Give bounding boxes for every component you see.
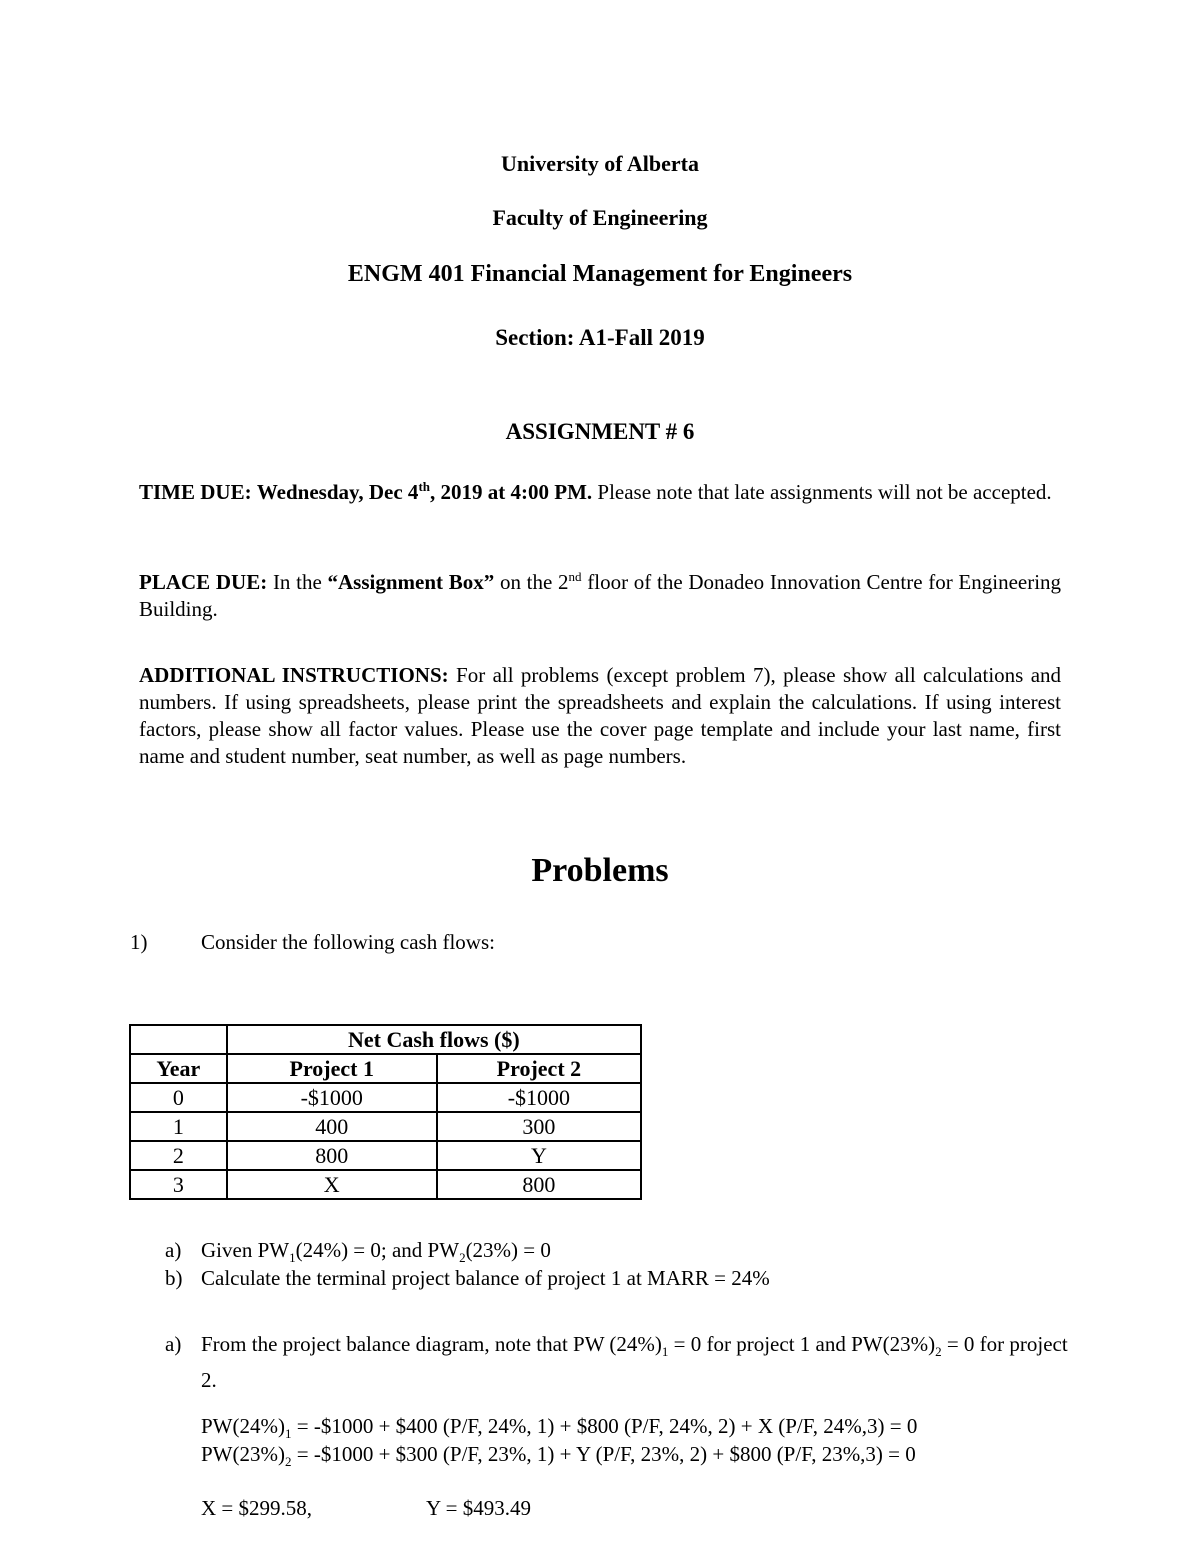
table-header-row <box>130 1054 641 1083</box>
faculty-name: Faculty of Engineering <box>492 205 708 230</box>
problem-1-number: 1) <box>130 930 148 954</box>
table-cell: 800 <box>437 1170 641 1199</box>
table-cell: 300 <box>437 1112 641 1141</box>
time-due-date-rest: , 2019 at 4:00 PM. <box>430 480 593 504</box>
equation-pw-23: $PW(23\%)_2$ = -$1000 + $300 (P/F, 23%, 1) + Y (P/F, 23%, 2) + $800 (P/F, 23%,3) = 0 <box>201 1442 916 1470</box>
place-due-text-a: In the <box>272 570 322 594</box>
table-cell: Y <box>437 1141 641 1170</box>
table-row <box>130 1083 641 1112</box>
table-corner-cell <box>130 1025 227 1054</box>
place-due-text-b: on the 2 <box>499 570 569 594</box>
additional-instructions-label: ADDITIONAL INSTRUCTIONS: <box>139 663 449 687</box>
place-due-paragraph <box>139 563 1061 623</box>
table-cell: X <box>227 1170 437 1199</box>
time-due-date-suffix: th <box>418 479 430 494</box>
table-cell: 2 <box>130 1141 227 1170</box>
result-x: X = $299.58, <box>201 1496 313 1520</box>
table-cell: 3 <box>130 1170 227 1199</box>
question-b-text: Calculate the terminal project balance of project 1 at MARR = 24% <box>201 1266 770 1290</box>
table-cell: -$1000 <box>227 1083 437 1112</box>
table-row <box>130 1170 641 1199</box>
net-cash-flows-header: Net Cash flows ($) <box>227 1025 641 1054</box>
time-due-date: Wednesday, Dec 4 <box>256 480 419 504</box>
answer-a-text: From the project balance diagram, note that PW $(24\%)_1 = 0$ for project 1 and $PW(23\%)_2 = 0$ for project 2. <box>201 1332 1068 1393</box>
place-due-label: PLACE DUE: <box>139 570 268 594</box>
assignment-title: ASSIGNMENT # 6 <box>505 419 695 444</box>
table-cell: 800 <box>227 1141 437 1170</box>
column-header-project-1: Project 1 <box>227 1054 437 1083</box>
university-name: University of Alberta <box>501 151 699 176</box>
equation-pw-24: $PW(24\%)_1$ = -$1000 + $400 (P/F, 24%, 1) + $800 (P/F, 24%, 2) + X (P/F, 24%,3) = 0 <box>201 1414 918 1442</box>
additional-instructions-text: For all problems (except problem 7), please show all calculations and numbers. If using spreadsheets, please print the spreadsheets and explain the calculations. If using interest factors, please show all factor values. Please use the cover page template and include your last name, first name and student number, seat number, as well as page numbers. <box>139 663 1062 768</box>
cash-flow-table <box>129 1024 642 1200</box>
answer-a-label: a) <box>165 1332 182 1356</box>
course-title: ENGM 401 Financial Management for Engineers <box>347 261 853 287</box>
result-y: Y = $493.49 <box>426 1496 531 1520</box>
table-row <box>130 1112 641 1141</box>
table-header-row-group <box>130 1025 641 1054</box>
table-cell: 1 <box>130 1112 227 1141</box>
problem-1-text: Consider the following cash flows: <box>201 930 495 954</box>
table-cell: -$1000 <box>437 1083 641 1112</box>
column-header-project-2: Project 2 <box>437 1054 641 1083</box>
column-header-year: Year <box>130 1054 227 1083</box>
section-label: Section: A1-Fall 2019 <box>495 325 705 350</box>
problem-1-statement <box>130 930 495 955</box>
question-a-label: a) <box>165 1238 182 1262</box>
place-due-text-c: floor of the Donadeo Innovation Centre for Engineering Building. <box>139 570 1062 621</box>
question-a-text: Given $PW_1(24\%) = 0$; and $PW_2(23\%) = 0$ <box>201 1238 551 1266</box>
question-b-label: b) <box>165 1266 183 1290</box>
assignment-box-label: “Assignment Box” <box>327 570 495 594</box>
additional-instructions-paragraph <box>139 662 1061 770</box>
table-row <box>130 1141 641 1170</box>
table-cell: 400 <box>227 1112 437 1141</box>
place-due-floor-suffix: nd <box>568 569 582 584</box>
time-due-paragraph <box>139 473 1061 506</box>
time-due-note: Please note that late assignments will not be accepted. <box>597 480 1052 504</box>
time-due-label: TIME DUE: <box>139 480 252 504</box>
table-cell: 0 <box>130 1083 227 1112</box>
problems-heading: Problems <box>531 852 669 889</box>
